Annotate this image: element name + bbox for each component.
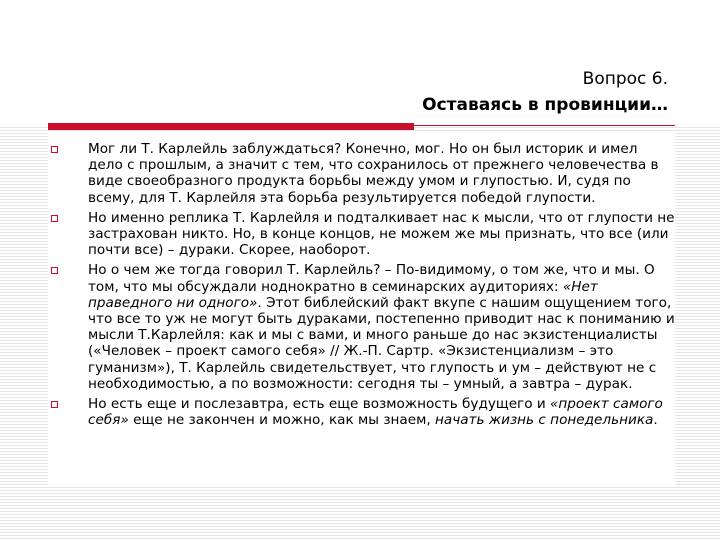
- paragraph-text: Мог ли Т. Карлейль заблуждаться? Конечно, мог. Но он был историк и имел дело с прошлым, а значит с тем, что сохранилось от прежнего человечества в виде своеобразного продукта борьбы между умом и глупостью. И, судя по всему, для Т. Карлейля эта борьба результируется победой глупости.: [88, 141, 659, 206]
- bullet-list: [48, 141, 675, 432]
- italic-quote: «Нет праведного ни одного»: [88, 278, 598, 311]
- square-bullet-icon: [51, 215, 58, 222]
- paragraph-text: Но о чем же тогда говорил Т. Карлейль? – По-видимому, о том же, что и мы. О том, что мы обсуждали ноднократно в семинарских аудиториях:: [88, 262, 655, 295]
- title-underline-thin: [414, 125, 675, 126]
- italic-phrase: начать жизнь с понедельника: [435, 412, 654, 429]
- square-bullet-icon: [51, 401, 58, 408]
- paragraph-text: . Этот библейский факт вкупе с нашим ощущением того, что все то уж не могут быть дураками, постепенно приводит нас к пониманию и мысли Т.Карлейля: как и мы с вами, и много раньше до нас экзистенциалисты («Человек – проект самого себя» // Ж.-П. Сартр. «Экзистенциализм – это гуманизм»), Т. Карлейль свидетельствует, что глупость и ум – действуют не с необходимостью, а по возможности: сегодня ты – умный, а завтра – дурак.: [88, 294, 675, 392]
- italic-quote: «проект самого себя»: [88, 396, 663, 429]
- paragraph-text: Но именно реплика Т. Карлейля и подталкивает нас к мысли, что от глупости не застрахован никто. Но, в конце концов, не можем же мы признать, что все (или почти все) – дураки. Скорее, наоборот.: [88, 209, 675, 259]
- paragraph-text: еще не закончен и можно, как мы знаем,: [128, 412, 436, 429]
- list-item: [48, 210, 675, 259]
- title-underline-accent: [48, 123, 414, 130]
- slide-number: Вопрос 6.: [582, 69, 668, 89]
- list-item: [48, 262, 675, 392]
- square-bullet-icon: [51, 267, 58, 274]
- list-item: [48, 396, 675, 428]
- list-item: [48, 141, 675, 206]
- square-bullet-icon: [51, 146, 58, 153]
- paragraph-text: .: [653, 412, 658, 429]
- slide-title: Оставаясь в провинции…: [422, 95, 668, 115]
- paragraph-text: Но есть еще и послезавтра, есть еще возможность будущего и: [88, 396, 550, 413]
